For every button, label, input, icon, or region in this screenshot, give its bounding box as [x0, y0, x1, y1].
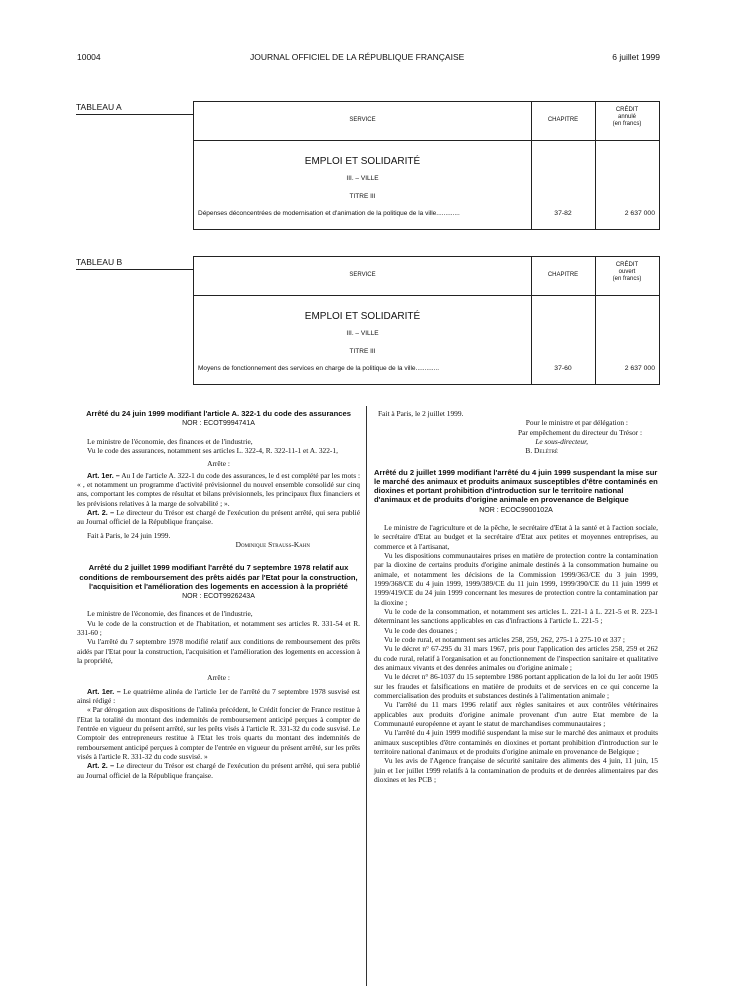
- arrete-3-para: Vu le code de la consommation, et notamment ses articles L. 221-1 à L. 221-5 et R. 223-1 déterminant les sanctions applicables en cas d'infractions à l'article L. 221-5 ;: [374, 606, 658, 626]
- signature-line: Le sous-directeur,: [535, 437, 588, 447]
- arrete-2-article-2: Art. 2. – Le directeur du Trésor est chargé de l'exécution du présent arrêté, qui sera publié au Journal officiel de la République française.: [77, 761, 360, 780]
- tableau-b: [193, 256, 660, 385]
- tableau-a-section: III. – VILLE: [346, 175, 379, 182]
- tableau-a-tag: TABLEAU A: [76, 102, 122, 112]
- arrete-1-article-2: Art. 2. – Le directeur du Trésor est chargé de l'exécution du présent arrêté, qui sera publié au Journal officiel de la République française.: [77, 507, 360, 527]
- arrete-2-nor: NOR : ECOT9926243A: [182, 592, 255, 600]
- arrete-3-para: Le ministre de l'agriculture et de la pêche, le secrétaire d'Etat à la santé et à l'action sociale, le secrétaire d'Etat au budget et la secrétaire d'Etat aux petites et moyennes entreprises, au commerce et à l'artisanat,: [374, 522, 658, 551]
- column-rule: [366, 406, 367, 986]
- arrete-2-arrete: Arrête :: [207, 673, 230, 683]
- arrete-3-para: Vu les dispositions communautaires prises en matière de protection contre la contamination par la dioxine de certains produits d'origine animale destinés à la consommation humaine ou animale, et notamment les décisions de la Commission 1999/363/CE du 3 juin 1999, 1999/368/CE du 4 juin 1999, 1999/389/CE du 11 juin 1999, 1999/390/CE du 11 juin 1999 et 1999/419/CE du 24 juin 1999 concernant les mesures de protection contre la contamination par la dioxine ;: [374, 550, 658, 607]
- arrete-3-title: Arrêté du 2 juillet 1999 modifiant l'arrêté du 4 juin 1999 suspendant la mise sur le marché des animaux et produits animaux susceptibles d'être contaminés en dioxines et portant prohibition d'introduction sur le territoire national d'animaux et de produits d'origine animale en provenance de Belgique: [374, 467, 658, 505]
- tableau-b-section: III. – VILLE: [346, 330, 379, 337]
- arrete-1-fait: Fait à Paris, le 24 juin 1999.: [87, 530, 171, 540]
- arrete-1-para: Le ministre de l'économie, des finances et de l'industrie,: [87, 436, 253, 446]
- right-column: [374, 409, 658, 785]
- arrete-3-para: Vu le décret n° 67-295 du 31 mars 1967, pris pour l'application des articles 258, 259 et 262 du code rural, relatif à l'organisation et au fonctionnement de l'inspection sanitaire et qualitative des animaux vivants et des denrées animales ou d'origine animale ;: [374, 644, 658, 673]
- arrete-2-fait: Fait à Paris, le 2 juillet 1999.: [378, 409, 464, 418]
- tableau-a-titre: TITRE III: [349, 193, 376, 200]
- arrete-1-arrete: Arrête :: [207, 459, 230, 469]
- arrete-3-para: Vu les avis de l'Agence française de sécurité sanitaire des aliments des 4 juin, 11 juin, 15 juin et 1er juillet 1999 relatifs à la contamination de produits et de denrées alimentaires par des dioxines et les PCB ;: [374, 756, 658, 785]
- arrete-2-title: Arrêté du 2 juillet 1999 modifiant l'arrêté du 7 septembre 1978 relatif aux conditions de remboursement des prêts aidés par l'Etat pour la construction, l'acquisition et l'amélioration des logements en accession à la propriété: [79, 563, 358, 591]
- arrete-3-para: Vu l'arrêté du 11 mars 1996 relatif aux règles sanitaires et aux contrôles vétérinaires applicables aux produits d'origine animale provenant d'un autre Etat membre de la Communauté européenne et ayant le statut de marchandises communautaires ;: [374, 700, 658, 729]
- tableau-b-col-chapitre: CHAPITRE: [547, 272, 579, 278]
- tableau-b-line: Moyens de fonctionnement des services en charge de la politique de la ville.............: [198, 365, 440, 372]
- issue-date: 6 juillet 1999: [612, 52, 660, 62]
- arrete-1-para: Vu le code des assurances, notamment ses articles L. 322-4, R. 322-11-1 et A. 322-1,: [87, 445, 338, 455]
- journal-title: JOURNAL OFFICIEL DE LA RÉPUBLIQUE FRANÇAISE: [250, 52, 465, 62]
- tableau-b-chapitre: 37-60: [554, 365, 572, 372]
- tableau-a-line: Dépenses déconcentrées de modernisation et d'animation de la politique de la ville.............: [198, 210, 460, 217]
- tableau-b-underline: [76, 269, 193, 270]
- tableau-a-ministry: EMPLOI ET SOLIDARITÉ: [304, 156, 421, 167]
- arrete-2-para: Vu l'arrêté du 7 septembre 1978 modifié relatif aux conditions de remboursement des prêts aidés par l'Etat pour la construction, l'acquisition et l'amélioration des logements en accession à la propriété,: [77, 637, 360, 665]
- arrete-2-para: Le ministre de l'économie, des finances et de l'industrie,: [87, 609, 253, 619]
- arrete-2-para: Vu le code de la construction et de l'habitation, et notamment ses articles R. 331-54 et R. 331-60 ;: [77, 618, 360, 637]
- arrete-1-nor: NOR : ECOT9994741A: [182, 420, 255, 428]
- arrete-2-quote: « Par dérogation aux dispositions de l'alinéa précédent, le Crédit foncier de France restitue à l'Etat la totalité du montant des indemnités de remboursement anticipé perçues à compter de l'entrée en vigueur du présent arrêté, sur les prêts visés à l'article R. 331-32 du code susvisé. Le Comptoir des entrepreneurs restitue à l'Etat les trois quarts du montant des indemnités de remboursement anticipé perçues à compter de l'entrée en vigueur du présent arrêté, sur les prêts visés à l'article R. 331-32 du code susvisé. »: [77, 705, 360, 762]
- arrete-3-nor: NOR : ECOC9900102A: [479, 506, 553, 514]
- arrete-2-article-1: Art. 1er. – Le quatrième alinéa de l'article 1er de l'arrêté du 7 septembre 1978 susvisé est ainsi rédigé :: [77, 686, 360, 706]
- tableau-a-col-chapitre: CHAPITRE: [547, 117, 579, 123]
- tableau-b-tag: TABLEAU B: [76, 257, 123, 267]
- tableau-a-col-credit: CRÉDIT annulé (en francs): [612, 107, 642, 127]
- tableau-b-col-credit: CRÉDIT ouvert (en francs): [612, 262, 642, 282]
- signature-line: Par empêchement du directeur du Trésor :: [518, 427, 642, 437]
- arrete-1-article-1: Art. 1er. – Au I de l'article A. 322-1 du code des assurances, le d est complété par les mots : « , et notamment un programme d'activité prévisionnel du nouvel ensemble consolidé sur cinq ans, comportant les comptes de résultat et bilans prévisionnels, les principaux flux financiers et les prévisions relatives à la marge de solvabilité ; ».: [77, 470, 361, 508]
- tableau-b-titre: TITRE III: [349, 348, 376, 355]
- tableau-a-amount: 2 637 000: [624, 210, 655, 217]
- arrete-1-signature: Dominique Strauss-Kahn: [235, 539, 310, 549]
- left-column: [77, 409, 360, 780]
- arrete-3-para: Vu le code des douanes ;: [384, 625, 458, 635]
- tableau-a-col-service: SERVICE: [349, 117, 376, 123]
- tableau-a: [193, 101, 660, 230]
- tableau-a-underline: [76, 114, 193, 115]
- arrete-3-para: Vu l'arrêté du 4 juin 1999 modifié suspendant la mise sur le marché des animaux et produits animaux susceptibles d'être contaminés en dioxines et portant prohibition d'introduction sur le territoire national d'animaux et de produits d'origine animale en provenance de Belgique ;: [374, 728, 658, 757]
- tableau-b-col-service: SERVICE: [349, 272, 376, 278]
- tableau-b-ministry: EMPLOI ET SOLIDARITÉ: [304, 311, 421, 322]
- signature-name: B. Delétré: [525, 446, 558, 456]
- arrete-3-para: Vu le décret n° 86-1037 du 15 septembre 1986 portant application de la loi du 1er août 1905 sur les fraudes et falsifications en matière de produits et de services en ce qui concerne la commercialisation des produits et substances destinés à l'alimentation animale ;: [374, 672, 658, 701]
- arrete-1-title: Arrêté du 24 juin 1999 modifiant l'article A. 322-1 du code des assurances: [86, 409, 351, 418]
- tableau-b-amount: 2 637 000: [624, 365, 655, 372]
- page-number: 10004: [77, 52, 101, 62]
- signature-line: Pour le ministre et par délégation :: [525, 418, 628, 428]
- tableau-a-chapitre: 37-82: [554, 210, 572, 217]
- arrete-3-para: Vu le code rural, et notamment ses articles 258, 259, 262, 275-1 à 275-10 et 337 ;: [384, 635, 625, 644]
